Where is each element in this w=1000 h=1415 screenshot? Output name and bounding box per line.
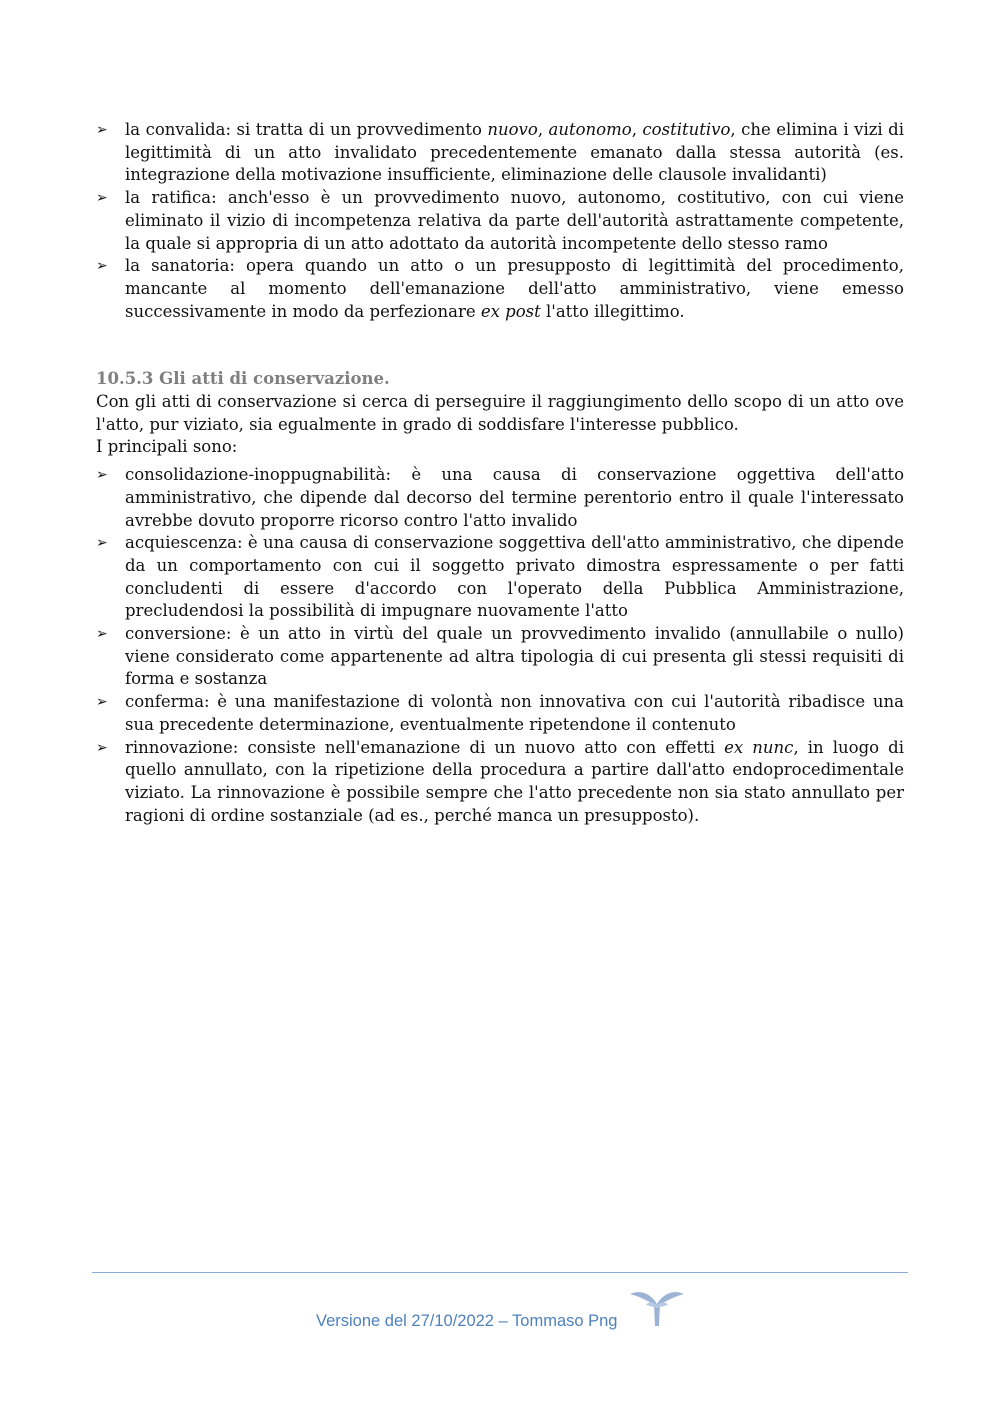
list-item bbox=[96, 623, 904, 691]
italic-term: costitutivo bbox=[642, 120, 731, 139]
arrowhead-bullet-icon: ➢ bbox=[96, 535, 108, 552]
list-item bbox=[96, 119, 904, 187]
item-text: conversione: è un atto in virtù del quale un provvedimento invalido (annullabile o nullo) viene considerato come appartenente ad altra tipologia di cui presenta gli stessi requisiti di forma e sostanza bbox=[125, 624, 904, 689]
footer-divider bbox=[92, 1272, 908, 1273]
section-spacer bbox=[96, 323, 904, 368]
section-heading: 10.5.3 Gli atti di conservazione. bbox=[96, 369, 390, 389]
section-intro: Con gli atti di conservazione si cerca di perseguire il raggiungimento dello scopo di un atto ove l'atto, pur viziato, sia egualmente in grado di soddisfare l'interesse pubblico. bbox=[96, 392, 904, 434]
item-text: consolidazione-inoppugnabilità: è una causa di conservazione oggettiva dell'atto amministrativo, che dipende dal decorso del termine perentorio entro il quale l'interessato avrebbe dovuto proporre ricorso contro l'atto invalido bbox=[125, 465, 904, 530]
arrowhead-bullet-icon: ➢ bbox=[96, 122, 108, 138]
conservation-acts-list bbox=[96, 464, 904, 827]
item-text: l'atto illegittimo. bbox=[540, 301, 685, 321]
arrowhead-bullet-icon: ➢ bbox=[96, 467, 108, 484]
item-text: , in luogo di quello annullato, con la ripetizione della procedura a partire dall'atto endoprocedimentale viziato. La rinnovazione è possibile sempre che l'atto precedente non sia stato annullato per ragioni di ordine sostanziale (ad es., perché manca un presupposto). bbox=[125, 737, 904, 825]
list-item bbox=[96, 187, 904, 255]
italic-term: autonomo bbox=[548, 120, 632, 139]
list-item bbox=[96, 691, 904, 736]
list-item bbox=[96, 532, 904, 623]
arrowhead-bullet-icon: ➢ bbox=[96, 694, 108, 711]
remedies-list bbox=[96, 119, 904, 323]
italic-term: nuovo bbox=[487, 120, 538, 139]
plant-sprout-icon bbox=[628, 1288, 686, 1328]
arrowhead-bullet-icon: ➢ bbox=[96, 258, 108, 275]
item-text: la convalida: si tratta di un provvedimento bbox=[125, 120, 488, 139]
item-text: la sanatoria: opera quando un atto o un presupposto di legittimità del procedimento, mancante al momento dell'emanazione dell'atto amministrativo, viene emesso successivamente in modo da perfezionare bbox=[125, 256, 904, 321]
item-text: conferma: è una manifestazione di volontà non innovativa con cui l'autorità ribadisce una sua precedente determinazione, eventualmente ripetendone il contenuto bbox=[125, 692, 904, 734]
item-text: , che elimina i vizi di legittimità di un atto invalidato precedentemente emanato dalla stessa autorità (es. integrazione della motivazione insufficiente, eliminazione delle clausole invalidanti) bbox=[125, 120, 904, 185]
list-item bbox=[96, 255, 904, 323]
italic-term: ex nunc bbox=[724, 737, 794, 757]
list-item bbox=[96, 464, 904, 532]
section-lead: I principali sono: bbox=[96, 437, 238, 457]
page-content bbox=[96, 119, 904, 827]
footer-version-text: Versione del 27/10/2022 – Tommaso Png bbox=[316, 1312, 618, 1330]
arrowhead-bullet-icon: ➢ bbox=[96, 626, 108, 643]
item-text: rinnovazione: consiste nell'emanazione di un nuovo atto con effetti bbox=[125, 737, 725, 757]
item-text: , bbox=[631, 120, 643, 139]
italic-term: ex post bbox=[480, 301, 541, 321]
list-item bbox=[96, 737, 904, 828]
item-text: , bbox=[537, 120, 549, 139]
item-text: la ratifica: anch'esso è un provvedimento nuovo, autonomo, costitutivo, con cui viene eliminato il vizio di incompetenza relativa da parte dell'autorità astrattamente competente, la quale si appropria di un atto adottato da autorità incompetente dello stesso ramo bbox=[125, 188, 904, 253]
arrowhead-bullet-icon: ➢ bbox=[96, 739, 108, 756]
item-text: acquiescenza: è una causa di conservazione soggettiva dell'atto amministrativo, che dipende da un comportamento con cui il soggetto privato dimostra espressamente o per fatti concludenti di essere d'accordo con l'operato della Pubblica Amministrazione, precludendosi la possibilità di impugnare nuovamente l'atto bbox=[125, 533, 904, 621]
arrowhead-bullet-icon: ➢ bbox=[96, 190, 108, 207]
